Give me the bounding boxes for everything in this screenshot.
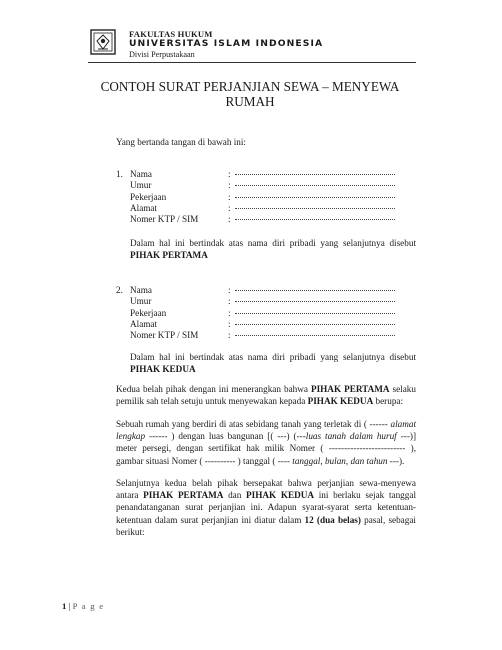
party-2-note: Dalam hal ini bertindak atas nama diri pribadi yang selanjutnya disebut PIHAK KEDUA	[130, 352, 416, 375]
page-footer: 1 | P a g e	[62, 601, 105, 611]
party-2-role: PIHAK KEDUA	[130, 364, 196, 375]
faculty-name: FAKULTAS HUKUM	[129, 29, 213, 39]
division-name: Divisi Perpustakaan	[129, 50, 195, 59]
field-label: Umur	[130, 180, 152, 191]
field-label: Alamat	[130, 318, 158, 329]
fill-line[interactable]	[235, 174, 395, 175]
fill-line[interactable]	[235, 290, 395, 291]
paragraph-property-description: Sebuah rumah yang berdiri di atas sebidang tanah yang terletak di ( ------ alamat lengkap ------ ) dengan luas bangunan [( ---) (---luas tanah dalam huruf ---)] meter persegi, dengan sertifikat hak milik Nomer ( ------------------------- ), gambar situasi Nomer ( ---------- ) tanggal ( ---- tanggal, bulan, dan tahun ---).	[116, 419, 416, 466]
fill-line[interactable]	[235, 208, 395, 209]
header-rule	[88, 62, 416, 63]
field-label: Nama	[130, 285, 152, 295]
paragraph-agreement-intro: Kedua belah pihak dengan ini menerangkan bahwa PIHAK PERTAMA selaku pemilik sah telah setuju untuk menyewakan kepada PIHAK KEDUA berupa:	[116, 384, 416, 407]
university-name: UNIVERSITAS ISLAM INDONESIA	[129, 38, 324, 49]
document-title	[85, 79, 415, 109]
party-1-role: PIHAK PERTAMA	[130, 250, 208, 261]
fill-line[interactable]	[235, 185, 395, 186]
fill-line[interactable]	[235, 301, 395, 302]
party-1-number: 1.	[116, 169, 123, 179]
field-label: Alamat	[130, 202, 158, 213]
field-label: Pekerjaan	[130, 191, 167, 202]
fill-line[interactable]	[235, 219, 395, 220]
intro-text: Yang bertanda tangan di bawah ini:	[116, 137, 246, 147]
fill-line[interactable]	[235, 324, 395, 325]
party-2-number: 2.	[116, 285, 123, 295]
title-line-2: RUMAH	[225, 94, 275, 109]
party-1-note: Dalam hal ini bertindak atas nama diri pribadi yang selanjutnya disebut PIHAK PERTAMA	[130, 238, 416, 261]
title-line-1: CONTOH SURAT PERJANJIAN SEWA – MENYEWA	[100, 79, 400, 94]
field-label: Nama	[130, 169, 152, 179]
paragraph-terms: Selanjutnya kedua belah pihak bersepakat bahwa perjanjian sewa-menyewa antara PIHAK PERTAMA dan PIHAK KEDUA ini berlaku sejak tanggal penandatanganan surat perjanjian ini. Adapun syarat-syarat serta ketentuan-ketentuan dalam surat perjanjian ini diatur dalam 12 (dua belas) pasal, sebagai berikut:	[116, 478, 416, 537]
university-logo	[90, 29, 116, 55]
field-label: Pekerjaan	[130, 307, 167, 318]
fill-line[interactable]	[235, 197, 395, 198]
field-label: Nomer KTP / SIM	[130, 214, 199, 225]
page-number: 1	[62, 601, 67, 611]
document-page: FAKULTAS HUKUM UNIVERSITAS ISLAM INDONESIA Divisi Perpustakaan CONTOH SURAT PERJANJIAN SEWA – MENYEWA RUMAH Yang bertanda tangan di bawah ini: 1. Nama : Umur : Pekerjaan : Alamat : Nomer KTP / SIM : Dalam hal ini bertindak atas nama diri pribadi yang selanjutnya disebut PIHAK PERTAMA 2. Nama : Umur : Pekerjaan : Alamat : Nomer KTP / SIM : Dalam hal ini bertindak atas nama diri pribadi yang selanjutnya disebut PIHAK KEDUA Kedua belah pihak dengan ini menerangkan bahwa PIHAK PERTAMA selaku pemilik sah telah setuju untuk menyewakan kepada PIHAK KEDUA berupa: Sebuah rumah yang berdiri di atas sebidang tanah yang terletak di ( ------ alamat lengkap ------ ) dengan luas bangunan [( ---) (---luas tanah dalam huruf ---)] meter persegi, dengan sertifikat hak milik Nomer ( ------------------------- ), gambar situasi Nomer ( ---------- ) tanggal ( ---- tanggal, bulan, dan tahun ---). Selanjutnya kedua belah pihak bersepakat bahwa perjanjian sewa-menyewa antara PIHAK PERTAMA dan PIHAK KEDUA ini berlaku sejak tanggal penandatanganan surat perjanjian ini. Adapun syarat-syarat serta ketentuan-ketentuan dalam surat perjanjian ini diatur dalam 12 (dua belas) pasal, sebagai berikut: 1 | P a g e	[0, 0, 502, 650]
fill-line[interactable]	[235, 313, 395, 314]
field-label: Nomer KTP / SIM	[130, 330, 199, 341]
field-label: Umur	[130, 296, 152, 307]
fill-line[interactable]	[235, 335, 395, 336]
page-word: P a g e	[72, 601, 105, 611]
